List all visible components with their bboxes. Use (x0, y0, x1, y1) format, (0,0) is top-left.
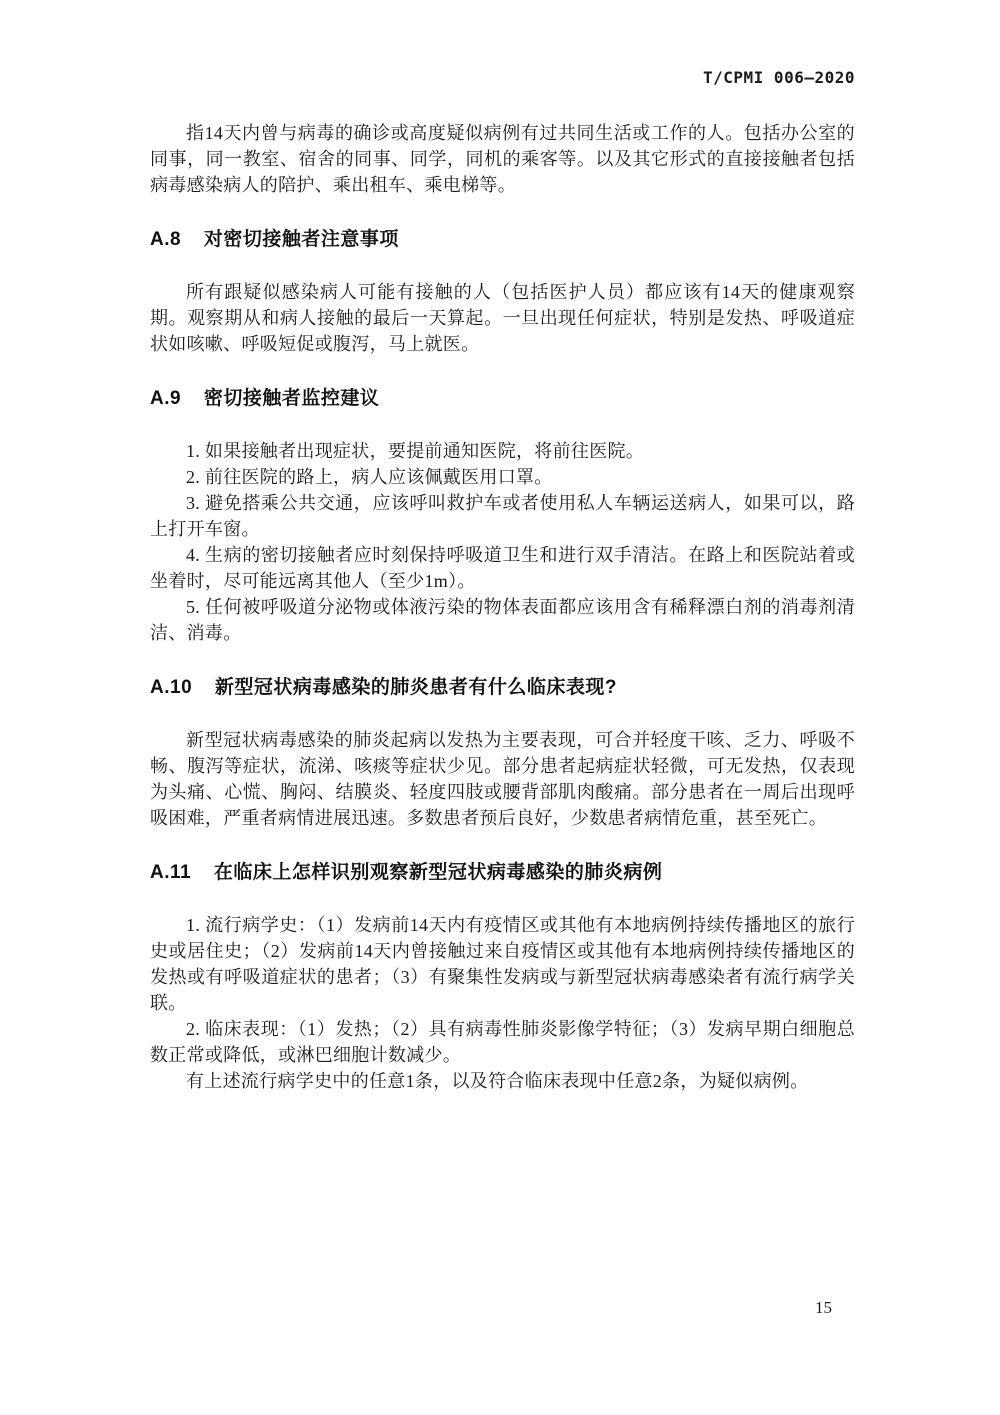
list-item-2: 2. 前往医院的路上，病人应该佩戴医用口罩。 (186, 467, 553, 487)
list-item-4: 4. 生病的密切接触者应时刻保持呼吸道卫生和进行双手清洁。在路上和医院站着或坐着时，尽可能远离其他人（至少1m）。 (150, 545, 855, 591)
heading-a10 (150, 676, 855, 700)
paragraph-a11-3: 有上述流行病学史中的任意1条，以及符合临床表现中任意2条，为疑似病例。 (186, 1071, 809, 1091)
document-header (150, 68, 855, 88)
heading-a9-title: 密切接触者监控建议 (203, 388, 380, 409)
page-number: 15 (815, 1298, 832, 1317)
paragraph-a11-1: 1. 流行病学史：（1）发病前14天内有疫情区或其他有本地病例持续传播地区的旅行史或居住史；（2）发病前14天内曾接触过来自疫情区或其他有本地病例持续传播地区的发热或有呼吸道症状的患者；（3）有聚集性发病或与新型冠状病毒感染者有流行病学关联。 (150, 915, 855, 1013)
paragraph-a11-2: 2. 临床表现：（1）发热；（2）具有病毒性肺炎影像学特征；（3）发病早期白细胞总数正常或降低，或淋巴细胞计数减少。 (150, 1019, 855, 1065)
heading-a11-title: 在临床上怎样识别观察新型冠状病毒感染的肺炎病例 (213, 862, 663, 883)
heading-a11-number: A.11 (150, 862, 192, 883)
heading-a11 (150, 861, 855, 885)
heading-a8-number: A.8 (150, 229, 182, 250)
heading-a10-title: 新型冠状病毒感染的肺炎患者有什么临床表现? (214, 677, 618, 698)
paragraph-a10: 新型冠状病毒感染的肺炎起病以发热为主要表现，可合并轻度干咳、乏力、呼吸不畅、腹泻等症状，流涕、咳痰等症状少见。部分患者起病症状轻微，可无发热，仅表现为头痛、心慌、胸闷、结膜炎、轻度四肢或腰背部肌肉酸痛。部分患者在一周后出现呼吸困难，严重者病情进展迅速。多数患者预后良好，少数患者病情危重，甚至死亡。 (150, 730, 855, 828)
heading-a8-title: 对密切接触者注意事项 (203, 229, 399, 250)
document-content (150, 120, 855, 1094)
list-item-3: 3. 避免搭乘公共交通，应该呼叫救护车或者使用私人车辆运送病人，如果可以，路上打开车窗。 (150, 493, 855, 539)
heading-a10-number: A.10 (150, 677, 193, 698)
heading-a9 (150, 387, 855, 411)
heading-a8 (150, 228, 855, 252)
paragraph-intro: 指14天内曾与病毒的确诊或高度疑似病例有过共同生活或工作的人。包括办公室的同事，同一教室、宿舍的同事、同学，同机的乘客等。以及其它形式的直接接触者包括病毒感染病人的陪护、乘出租车、乘电梯等。 (150, 123, 855, 195)
list-item-5: 5. 任何被呼吸道分泌物或体液污染的物体表面都应该用含有稀释漂白剂的消毒剂清洁、消毒。 (150, 597, 855, 643)
paragraph-a8: 所有跟疑似感染病人可能有接触的人（包括医护人员）都应该有14天的健康观察期。观察期从和病人接触的最后一天算起。一旦出现任何症状，特别是发热、呼吸道症状如咳嗽、呼吸短促或腹泻，马上就医。 (150, 282, 855, 354)
list-item-1: 1. 如果接触者出现症状，要提前通知医院，将前往医院。 (186, 441, 645, 461)
doc-code: T/CPMI 006—2020 (703, 68, 855, 87)
heading-a9-number: A.9 (150, 388, 182, 409)
